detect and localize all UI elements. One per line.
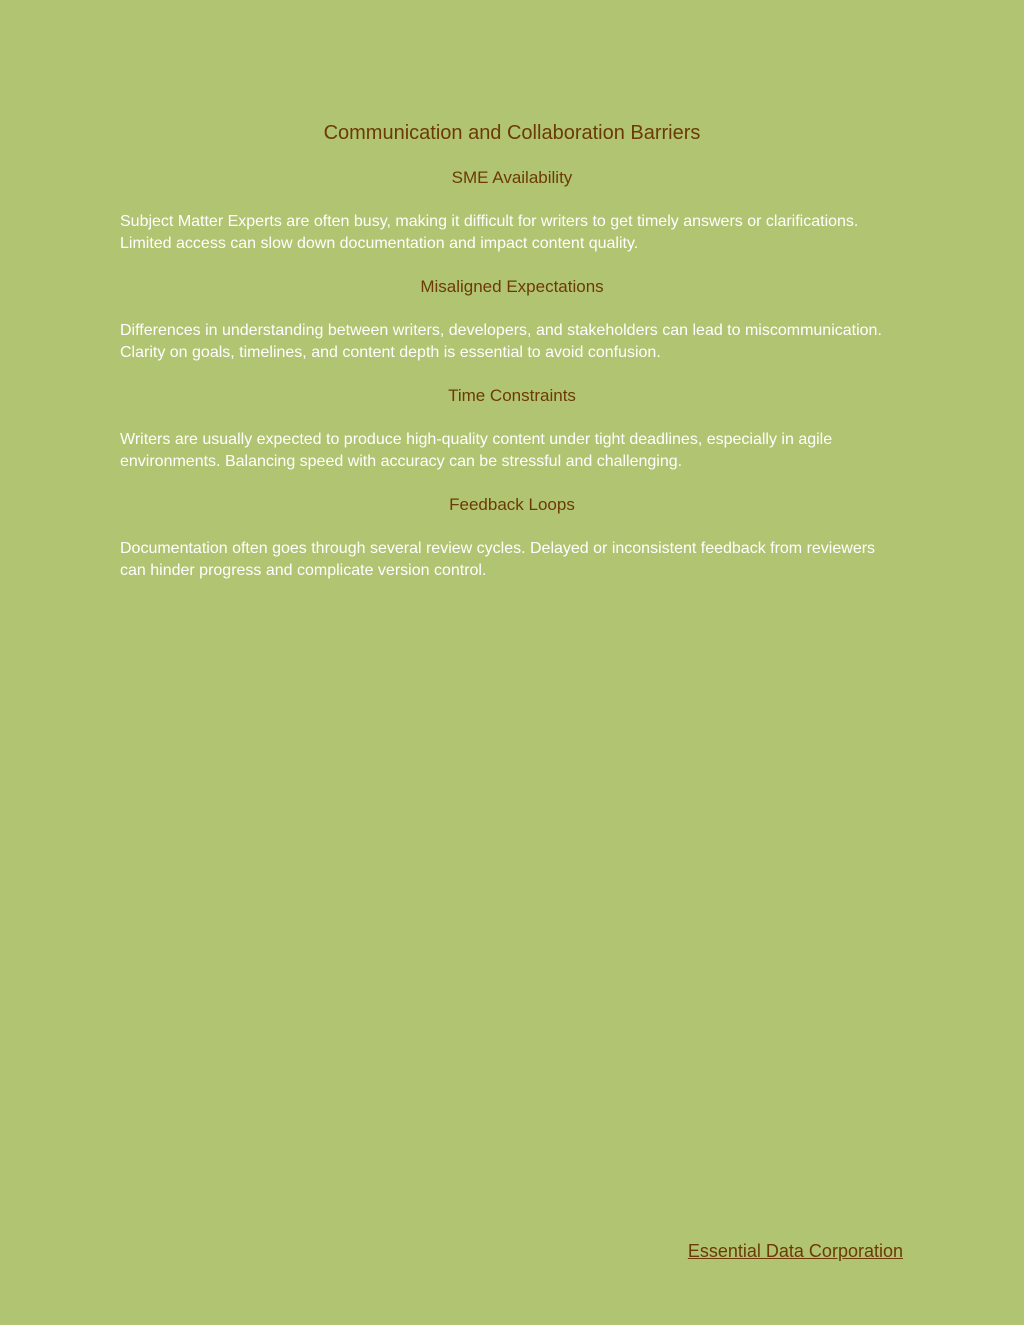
section-heading-feedback-loops: Feedback Loops [449, 495, 575, 514]
section-heading-time-constraints: Time Constraints [448, 386, 576, 405]
footer-company-link[interactable]: Essential Data Corporation [687, 1241, 903, 1261]
section-body-feedback-loops: Documentation often goes through several review cycles. Delayed or inconsistent feedback from reviewers can hinder progress and complicate version control. [120, 540, 876, 579]
page-content [120, 120, 904, 582]
section-body-sme-availability: Subject Matter Experts are often busy, making it difficult for writers to get timely answers or clarifications. Limited access can slow down documentation and impact content quality. [120, 213, 859, 252]
page-title: Communication and Collaboration Barriers [323, 122, 701, 144]
section-heading-misaligned-expectations: Misaligned Expectations [420, 277, 604, 296]
section-body-time-constraints: Writers are usually expected to produce high-quality content under tight deadlines, especially in agile environments. Balancing speed with accuracy can be stressful and challenging. [120, 431, 833, 470]
section-body-misaligned-expectations: Differences in understanding between writers, developers, and stakeholders can lead to miscommunication. Clarity on goals, timelines, and content depth is essential to avoid confusion. [120, 322, 882, 361]
section-heading-sme-availability: SME Availability [451, 168, 573, 187]
